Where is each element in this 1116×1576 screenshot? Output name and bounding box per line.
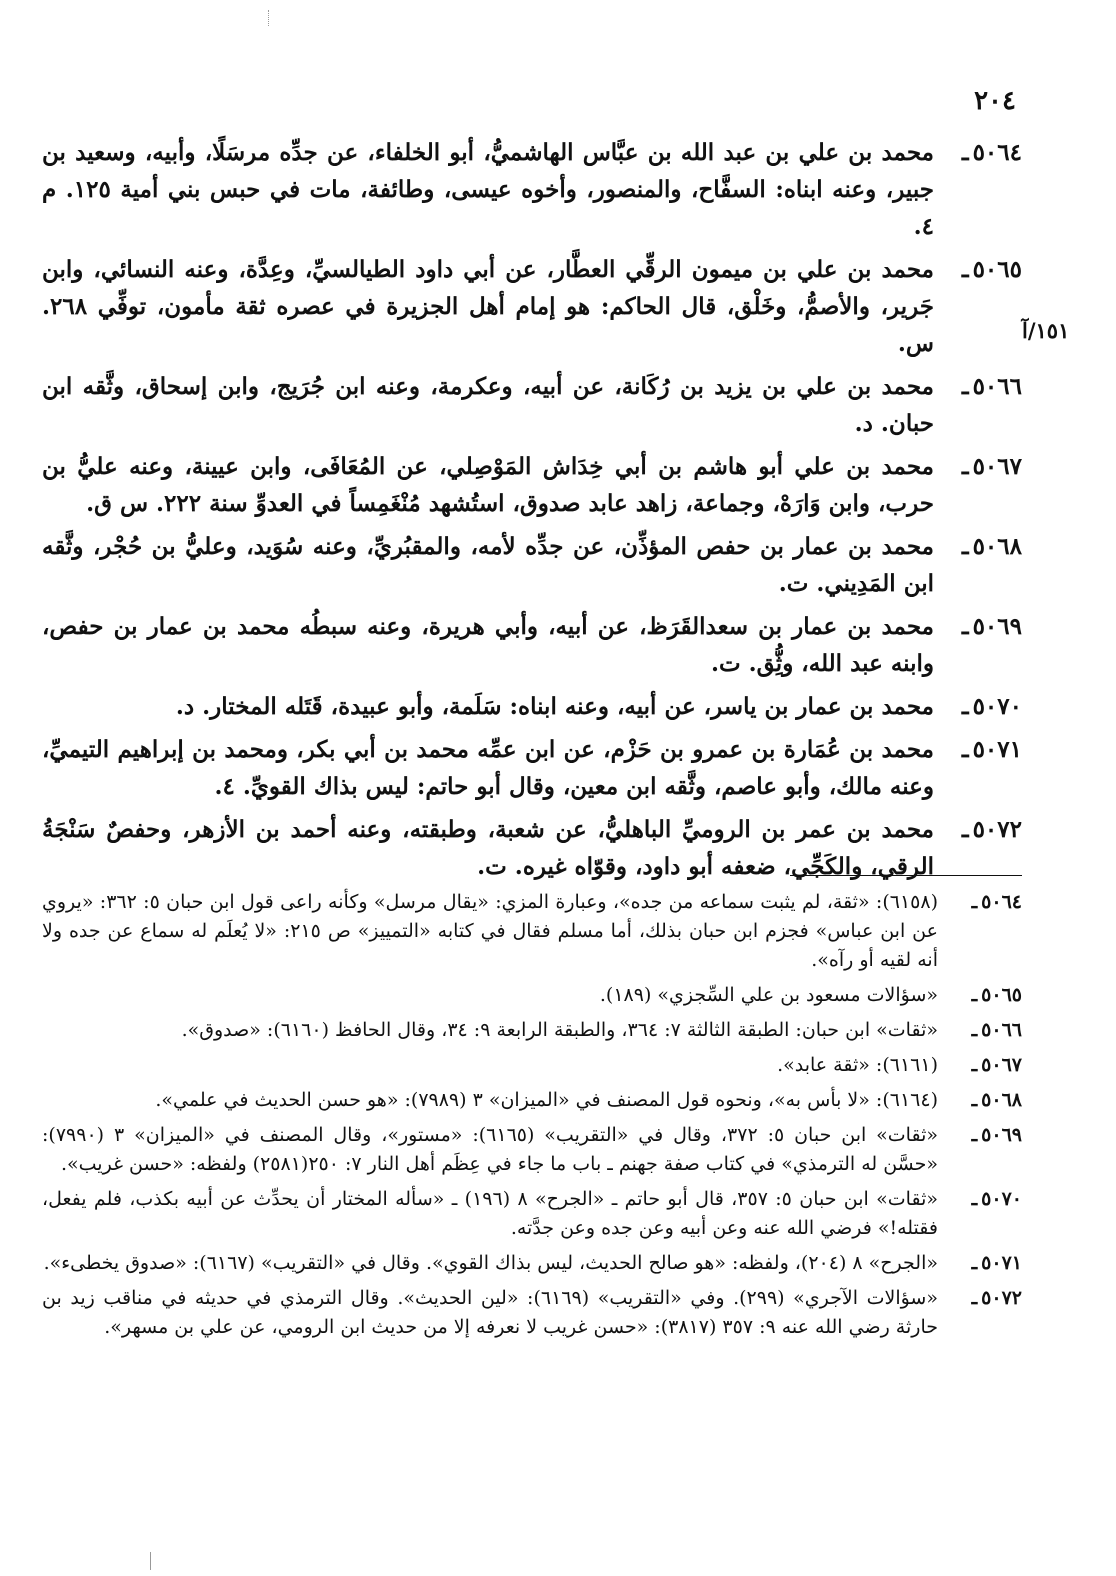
entry-text: محمد بن عمار بن ياسر، عن أبيه، وعنه ابناه: سَلَمة، وأبو عبيدة، قَتَله المختار. د.	[175, 693, 934, 720]
footnote: ٥٠٦٨ـ(٦١٦٤): «لا بأس به»، ونحوه قول المصنف في «الميزان» ٣ (٧٩٨٩): «هو حسن الحديث في علمي».	[155, 1089, 1022, 1111]
footnote-text: «ثقات» ابن حبان ٥: ٣٥٧، قال أبو حاتم ـ «الجرح» ٨ (١٩٦) ـ «سأله المختار أن يحدِّث عن أبيه بكذب، فلم يفعل، فقتله!» فرضي الله عنه وعن أبيه وعن جده وعن جدَّته.	[42, 1188, 938, 1239]
entry-text: محمد بن عمر بن الروميِّ الباهليُّ، عن شعبة، وطبقته، وعنه أحمد بن الأزهر، وحفصٌ سَنْجَةُ الرقي، والكَجِّي، ضعفه أبو داود، وقوّاه غيره. ت.	[42, 816, 934, 880]
biography-entry: ٥٠٦٨ـمحمد بن عمار بن حفص المؤذِّن، عن جدِّه لأمه، والمقبُريِّ، وعنه سُوَيد، وعليُّ بن حُجْر، وثَّقه ابن المَدِيني. ت.	[42, 533, 1022, 597]
footnote: ٥٠٦٩ـ«ثقات» ابن حبان ٥: ٣٧٢، وقال في «التقريب» (٦١٦٥): «مستور»، وقال المصنف في «الميزان» ٣ (٧٩٩٠): «حسَّن له الترمذي» في كتاب صفة جهنم ـ باب ما جاء في عِظَم أهل النار ٧: ٢٥٠(٢٥٨١) ولفظه: «حسن غريب».	[42, 1124, 1022, 1175]
footnote-number: ٥٠٧٢	[981, 1287, 1022, 1309]
footnote-number: ٥٠٦٤	[981, 891, 1022, 913]
footnote-text: (٦١٦١): «ثقة عابد».	[777, 1054, 938, 1076]
main-text	[42, 134, 1022, 891]
footnote-number: ٥٠٦٩	[981, 1124, 1022, 1146]
entry-number: ٥٠٦٤	[972, 139, 1022, 166]
entry-number: ٥٠٦٧	[972, 453, 1022, 480]
footnote-number: ٥٠٦٧	[981, 1054, 1022, 1076]
entry-number: ٥٠٧٠	[972, 693, 1022, 720]
entry-number: ٥٠٦٨	[972, 533, 1022, 560]
scan-mark	[150, 1552, 153, 1570]
footnote-text: «ثقات» ابن حبان: الطبقة الثالثة ٧: ٣٦٤، والطبقة الرابعة ٩: ٣٤، وقال الحافظ (٦١٦٠): «صدوق».	[181, 1019, 938, 1041]
footnote: ٥٠٦٦ـ«ثقات» ابن حبان: الطبقة الثالثة ٧: ٣٦٤، والطبقة الرابعة ٩: ٣٤، وقال الحافظ (٦١٦٠): «صدوق».	[181, 1019, 1022, 1041]
footnote: ٥٠٦٧ـ(٦١٦١): «ثقة عابد».	[777, 1054, 1022, 1076]
footnote-text: (٦١٥٨): «ثقة، لم يثبت سماعه من جده»، وعبارة المزي: «يقال مرسل» وكأنه راعى قول ابن حبان ٥: ٣٦٢: «يروي عن ابن عباس» فجزم ابن حبان بذلك، أما مسلم فقال في كتابه «التمييز» ص ٢١٥: «لا يُعلَم له سماع عن جده ولا أنه لقيه أو رآه».	[42, 891, 938, 971]
scan-mark	[268, 10, 271, 26]
biography-entry: ٥٠٦٧ـمحمد بن علي أبو هاشم بن أبي خِدَاش المَوْصِلي، عن المُعَافَى، وابن عيينة، وعنه عليُّ بن حرب، وابن وَارَهْ، وجماعة، زاهد عابد صدوق، استُشهد مُنْغَمِساً في العدوِّ سنة ٢٢٢. س ق.	[42, 453, 1022, 517]
footnote: ٥٠٦٤ـ(٦١٥٨): «ثقة، لم يثبت سماعه من جده»، وعبارة المزي: «يقال مرسل» وكأنه راعى قول ابن حبان ٥: ٣٦٢: «يروي عن ابن عباس» فجزم ابن حبان بذلك، أما مسلم فقال في كتابه «التمييز» ص ٢١٥: «لا يُعلَم له سماع عن جده ولا أنه لقيه أو رآه».	[42, 891, 1022, 971]
manuscript-folio-note: ١٥١/آ	[1022, 318, 1070, 343]
footnote: ٥٠٧١ـ«الجرح» ٨ (٢٠٤)، ولفظه: «هو صالح الحديث، ليس بذاك القوي». وقال في «التقريب» (٦١٦٧): «صدوق يخطىء».	[43, 1252, 1022, 1274]
entry-text: محمد بن عُمَارة بن عمرو بن حَزْم، عن ابن عمِّه محمد بن أبي بكر، ومحمد بن إبراهيم التيميِّ، وعنه مالك، وأبو عاصم، وثَّقه ابن معين، وقال أبو حاتم: ليس بذاك القويِّ. ٤.	[42, 736, 934, 800]
biography-entry: ٥٠٧٢ـمحمد بن عمر بن الروميِّ الباهليُّ، عن شعبة، وطبقته، وعنه أحمد بن الأزهر، وحفصٌ سَنْجَةُ الرقي، والكَجِّي، ضعفه أبو داود، وقوّاه غيره. ت.	[42, 816, 1022, 880]
footnote-text: (٦١٦٤): «لا بأس به»، ونحوه قول المصنف في «الميزان» ٣ (٧٩٨٩): «هو حسن الحديث في علمي».	[155, 1089, 938, 1111]
biography-entry: ٥٠٧١ـمحمد بن عُمَارة بن عمرو بن حَزْم، عن ابن عمِّه محمد بن أبي بكر، ومحمد بن إبراهيم التيميِّ، وعنه مالك، وأبو عاصم، وثَّقه ابن معين، وقال أبو حاتم: ليس بذاك القويِّ. ٤.	[42, 736, 1022, 800]
footnote-number: ٥٠٦٥	[981, 984, 1022, 1006]
entry-number: ٥٠٦٩	[972, 613, 1022, 640]
biography-entry: ٥٠٦٥ـمحمد بن علي بن ميمون الرقِّي العطَّار، عن أبي داود الطيالسيِّ، وعِدَّة، وعنه النسائي، وابن جَرير، والأصمُّ، وخَلْق، قال الحاكم: هو إمام أهل الجزيرة في عصره ثقة مأمون، توفِّي ٢٦٨. س.	[42, 256, 1022, 357]
footnote: ٥٠٦٥ـ«سؤالات مسعود بن علي السِّجزي» (١٨٩).	[599, 984, 1022, 1006]
footnote-text: «الجرح» ٨ (٢٠٤)، ولفظه: «هو صالح الحديث، ليس بذاك القوي». وقال في «التقريب» (٦١٦٧): «صدوق يخطىء».	[43, 1252, 938, 1274]
entry-number: ٥٠٧٢	[972, 816, 1022, 843]
entry-text: محمد بن علي أبو هاشم بن أبي خِدَاش المَوْصِلي، عن المُعَافَى، وابن عيينة، وعنه عليُّ بن حرب، وابن وَارَهْ، وجماعة، زاهد عابد صدوق، استُشهد مُنْغَمِساً في العدوِّ سنة ٢٢٢. س ق.	[42, 453, 934, 517]
page-number: ٢٠٤	[974, 86, 1016, 116]
footnote-number: ٥٠٧٠	[981, 1188, 1022, 1210]
footnote: ٥٠٧٢ـ«سؤالات الآجري» (٢٩٩). وفي «التقريب» (٦١٦٩): «لين الحديث». وقال الترمذي في حديثه في مناقب زيد بن حارثة رضي الله عنه ٩: ٣٥٧ (٣٨١٧): «حسن غريب لا نعرفه إلا من حديث ابن الرومي، عن علي بن مسهر».	[42, 1287, 1022, 1338]
footnote-divider	[790, 875, 1022, 876]
entry-number: ٥٠٦٥	[972, 256, 1022, 283]
footnote-number: ٥٠٧١	[981, 1252, 1022, 1274]
entry-text: محمد بن عمار بن سعدالقَرَظ، عن أبيه، وأبي هريرة، وعنه سبطُه محمد بن عمار بن حفص، وابنه عبد الله، وثُِّق. ت.	[42, 613, 934, 677]
biography-entry: ٥٠٧٠ـمحمد بن عمار بن ياسر، عن أبيه، وعنه ابناه: سَلَمة، وأبو عبيدة، قَتَله المختار. د.	[175, 693, 1022, 720]
entry-text: محمد بن علي بن عبد الله بن عبَّاس الهاشميُّ، أبو الخلفاء، عن جدِّه مرسَلًا، وأبيه، وسعيد بن جبير، وعنه ابناه: السفَّاح، والمنصور، وأخوه عيسى، وطائفة، مات في حبس بني أمية ١٢٥. م ٤.	[42, 139, 934, 240]
entry-number: ٥٠٦٦	[972, 373, 1022, 400]
footnote-number: ٥٠٦٨	[981, 1089, 1022, 1111]
biography-entry: ٥٠٦٤ـمحمد بن علي بن عبد الله بن عبَّاس الهاشميُّ، أبو الخلفاء، عن جدِّه مرسَلًا، وأبيه، وسعيد بن جبير، وعنه ابناه: السفَّاح، والمنصور، وأخوه عيسى، وطائفة، مات في حبس بني أمية ١٢٥. م ٤.	[42, 139, 1022, 240]
footnotes	[42, 888, 1022, 1348]
footnote-text: «ثقات» ابن حبان ٥: ٣٧٢، وقال في «التقريب» (٦١٦٥): «مستور»، وقال المصنف في «الميزان» ٣ (٧٩٩٠): «حسَّن له الترمذي» في كتاب صفة جهنم ـ باب ما جاء في عِظَم أهل النار ٧: ٢٥٠(٢٥٨١) ولفظه: «حسن غريب».	[42, 1124, 938, 1175]
footnote-text: «سؤالات الآجري» (٢٩٩). وفي «التقريب» (٦١٦٩): «لين الحديث». وقال الترمذي في حديثه في مناقب زيد بن حارثة رضي الله عنه ٩: ٣٥٧ (٣٨١٧): «حسن غريب لا نعرفه إلا من حديث ابن الرومي، عن علي بن مسهر».	[42, 1287, 938, 1338]
entry-text: محمد بن علي بن يزيد بن رُكَانة، عن أبيه، وعكرمة، وعنه ابن جُرَيج، وابن إسحاق، وثَّقه ابن حبان. د.	[42, 373, 934, 437]
entry-text: محمد بن عمار بن حفص المؤذِّن، عن جدِّه لأمه، والمقبُريِّ، وعنه سُوَيد، وعليُّ بن حُجْر، وثَّقه ابن المَدِيني. ت.	[42, 533, 934, 597]
biography-entry: ٥٠٦٩ـمحمد بن عمار بن سعدالقَرَظ، عن أبيه، وأبي هريرة، وعنه سبطُه محمد بن عمار بن حفص، وابنه عبد الله، وثُِّق. ت.	[42, 613, 1022, 677]
entry-text: محمد بن علي بن ميمون الرقِّي العطَّار، عن أبي داود الطيالسيِّ، وعِدَّة، وعنه النسائي، وابن جَرير، والأصمُّ، وخَلْق، قال الحاكم: هو إمام أهل الجزيرة في عصره ثقة مأمون، توفِّي ٢٦٨. س.	[42, 256, 934, 357]
biography-entry: ٥٠٦٦ـمحمد بن علي بن يزيد بن رُكَانة، عن أبيه، وعكرمة، وعنه ابن جُرَيج، وابن إسحاق، وثَّقه ابن حبان. د.	[42, 373, 1022, 437]
footnote-text: «سؤالات مسعود بن علي السِّجزي» (١٨٩).	[599, 984, 938, 1006]
entry-number: ٥٠٧١	[972, 736, 1022, 763]
footnote: ٥٠٧٠ـ«ثقات» ابن حبان ٥: ٣٥٧، قال أبو حاتم ـ «الجرح» ٨ (١٩٦) ـ «سأله المختار أن يحدِّث عن أبيه بكذب، فلم يفعل، فقتله!» فرضي الله عنه وعن أبيه وعن جده وعن جدَّته.	[42, 1188, 1022, 1239]
footnote-number: ٥٠٦٦	[981, 1019, 1022, 1041]
